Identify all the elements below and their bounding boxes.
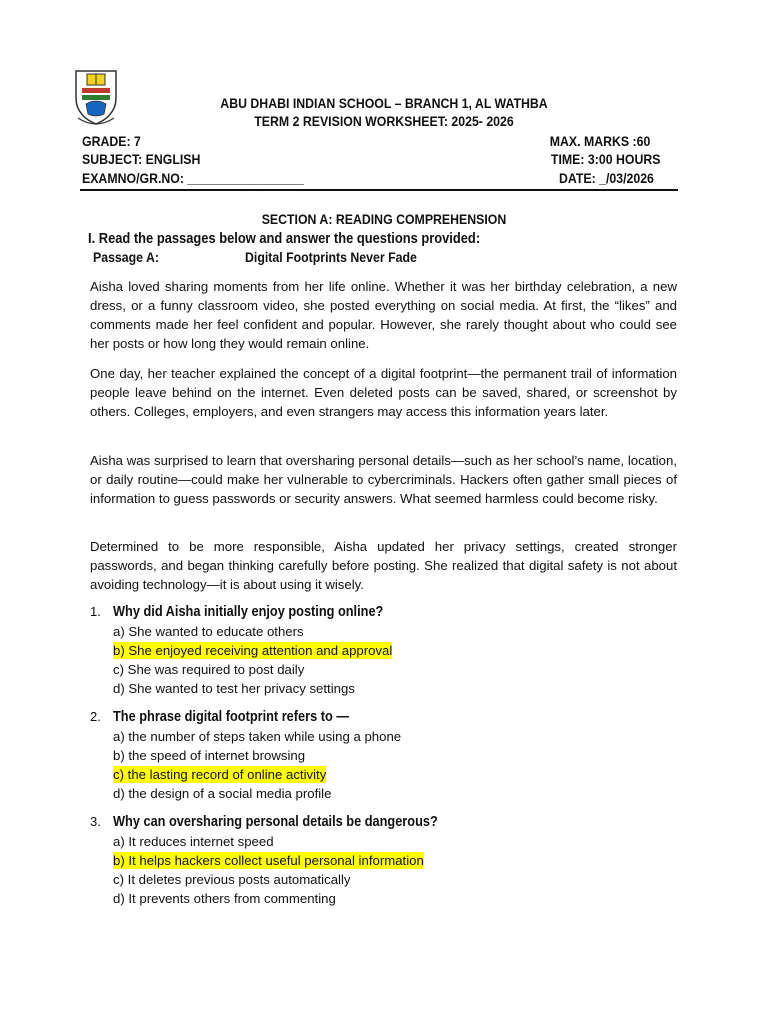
question-text: Why did Aisha initially enjoy posting online? — [113, 604, 384, 620]
passage-paragraph: Aisha loved sharing moments from her life online. Whether it was her birthday celebration, a new dress, or a funny classroom video, she posted everything on social media. At first, the “likes” and comments made her feel confident and popular. However, she rarely thought about who could see her posts or how long they would remain online. — [90, 279, 677, 351]
option-text: b) She enjoyed receiving attention and approval — [113, 643, 393, 658]
header-divider — [80, 189, 678, 191]
answer-option — [113, 660, 690, 679]
option-text: a) the number of steps taken while using a phone — [113, 729, 402, 744]
passage-paragraph: Determined to be more responsible, Aisha updated her privacy settings, created stronger passwords, and began thinking carefully before posting. She realized that digital safety is not about avoiding technology—it is about using it wisely. — [90, 539, 677, 592]
option-text: c) She was required to post daily — [113, 662, 305, 677]
subject-label: SUBJECT: ENGLISH — [82, 151, 201, 167]
question-2 — [90, 707, 690, 803]
option-text: c) It deletes previous posts automatically — [113, 872, 351, 887]
option-text: d) It prevents others from commenting — [113, 891, 336, 906]
answer-option — [113, 832, 690, 851]
option-text: c) the lasting record of online activity — [113, 767, 327, 782]
answer-option-highlighted — [113, 641, 690, 660]
question-text: Why can oversharing personal details be dangerous? — [113, 814, 438, 830]
question-number: 1. — [90, 604, 101, 619]
answer-option-highlighted — [113, 765, 690, 784]
question-heading — [90, 707, 690, 727]
question-number: 2. — [90, 709, 101, 724]
question-1 — [90, 602, 690, 698]
answer-option — [113, 784, 690, 803]
instruction: I. Read the passages below and answer the questions provided: — [88, 230, 481, 247]
option-text: d) the design of a social media profile — [113, 786, 332, 801]
max-marks-label: MAX. MARKS :60 — [549, 133, 650, 149]
school-name: ABU DHABI INDIAN SCHOOL – BRANCH 1, AL WATHBA — [220, 95, 548, 111]
question-number: 3. — [90, 814, 101, 829]
examno-field: EXAMNO/GR.NO: _________________ — [82, 170, 304, 186]
option-text: a) It reduces internet speed — [113, 834, 274, 849]
answer-option — [113, 870, 690, 889]
question-3 — [90, 812, 690, 908]
time-label: TIME: 3:00 HOURS — [550, 151, 660, 167]
question-text: The phrase digital footprint refers to — — [113, 709, 350, 725]
answer-option — [113, 727, 690, 746]
option-text: b) It helps hackers collect useful personal information — [113, 853, 424, 868]
option-text: d) She wanted to test her privacy settings — [113, 681, 355, 696]
worksheet-title: TERM 2 REVISION WORKSHEET: 2025- 2026 — [254, 113, 514, 129]
section-title: SECTION A: READING COMPREHENSION — [261, 211, 507, 227]
passage-label: Passage A: — [93, 249, 159, 265]
question-heading — [90, 602, 690, 622]
passage-title: Digital Footprints Never Fade — [245, 249, 417, 265]
question-heading — [90, 812, 690, 832]
answer-option — [113, 679, 690, 698]
answer-option — [113, 746, 690, 765]
passage-paragraph: Aisha was surprised to learn that oversharing personal details—such as her school’s name, location, or daily routine—could make her vulnerable to cybercriminals. Hackers often gather small pieces of information to guess passwords or security answers. What seemed harmless could become risky. — [90, 453, 677, 506]
answer-option-highlighted — [113, 851, 690, 870]
option-text: a) She wanted to educate others — [113, 624, 304, 639]
passage-paragraph: One day, her teacher explained the concept of a digital footprint—the permanent trail of information people leave behind on the internet. Even deleted posts can be saved, shared, or screenshot by others. Colleges, employers, and even strangers may access this information years later. — [90, 366, 677, 419]
answer-option — [113, 622, 690, 641]
date-label: DATE: _/03/2026 — [559, 170, 654, 186]
grade-label: GRADE: 7 — [82, 133, 141, 149]
option-text: b) the speed of internet browsing — [113, 748, 306, 763]
answer-option — [113, 889, 690, 908]
